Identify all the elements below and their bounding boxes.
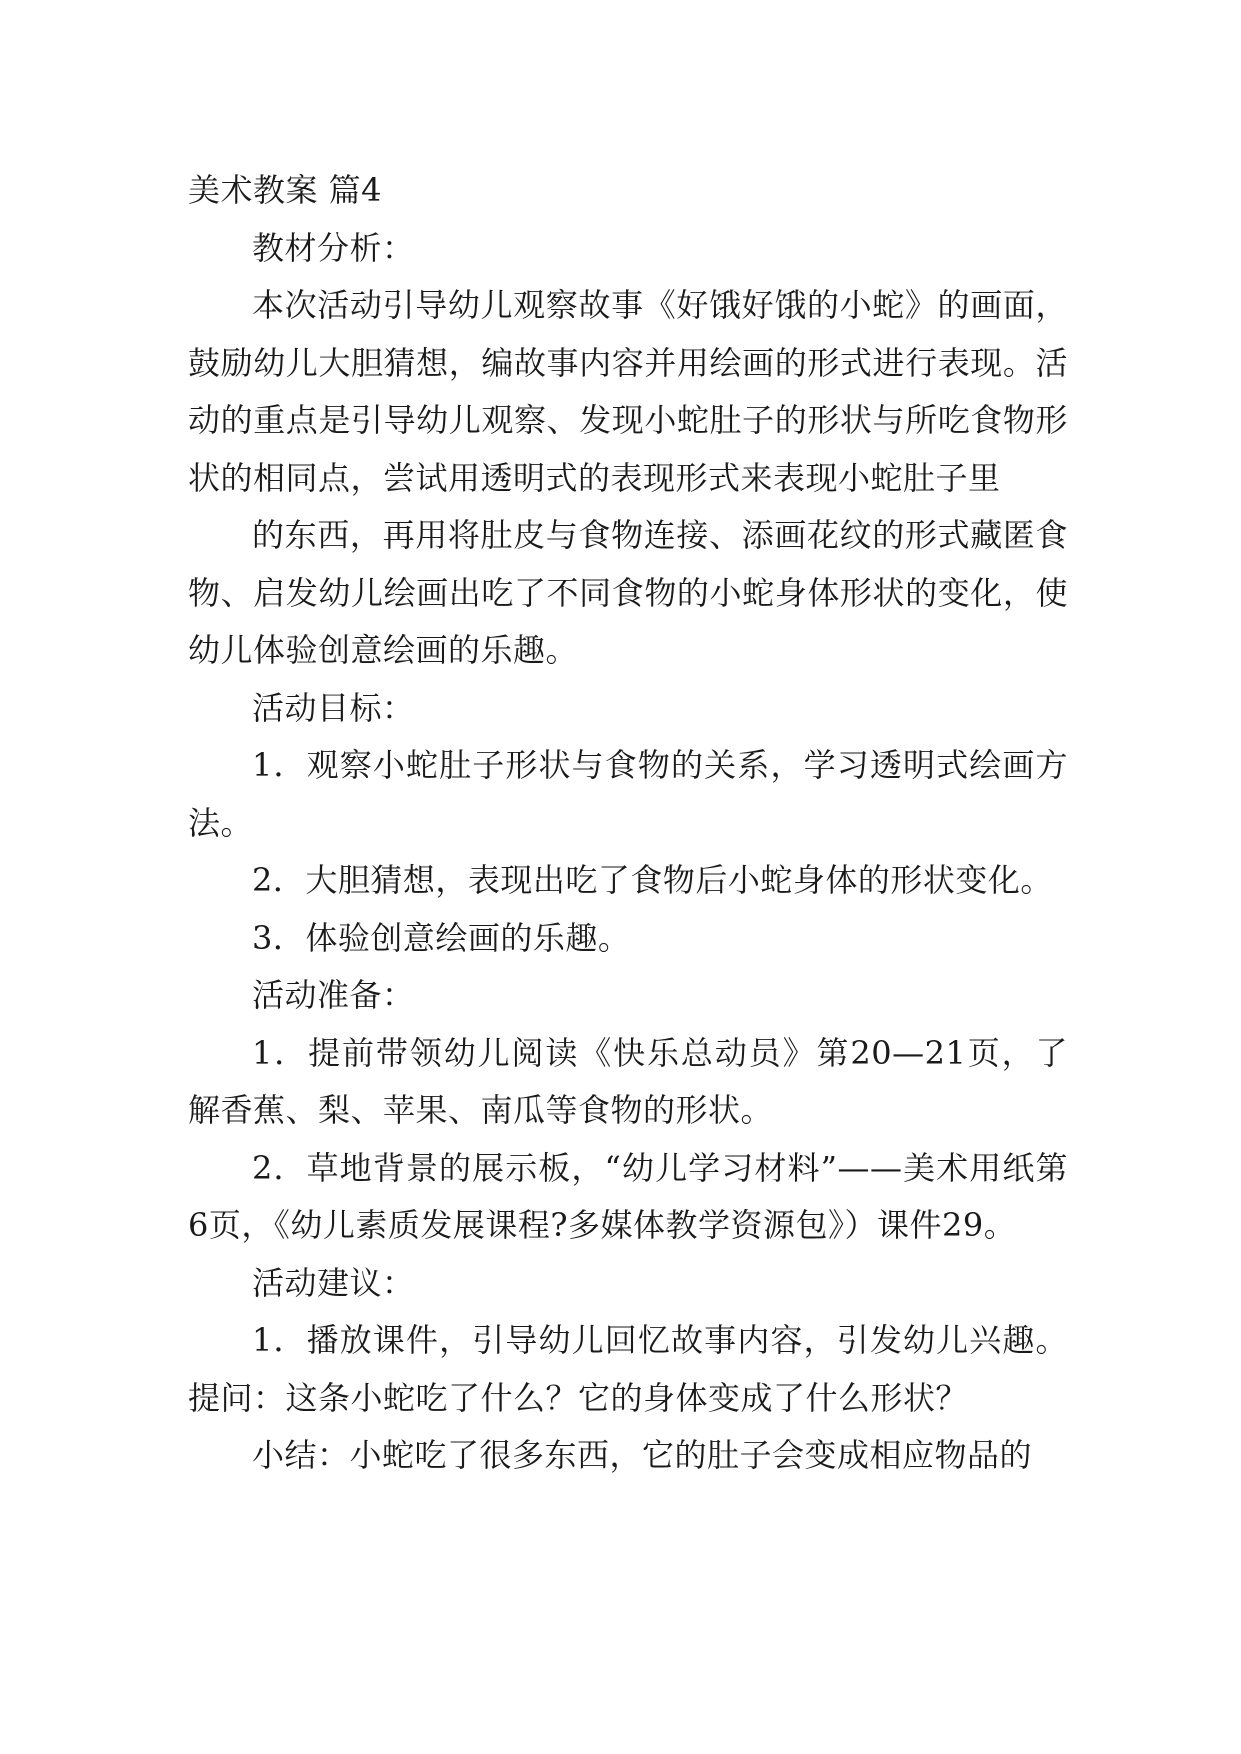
prep-item-1: 1．提前带领幼儿阅读《快乐总动员》第20—21页，了解香蕉、梨、苹果、南瓜等食物的形状。 <box>188 1033 1068 1129</box>
analysis-paragraph-2: 的东西，再用将肚皮与食物连接、添画花纹的形式藏匿食物、启发幼儿绘画出吃了不同食物的小蛇身体形状的变化，使幼儿体验创意绘画的乐趣。 <box>188 516 1068 669</box>
section-heading-preparation: 活动准备： <box>252 976 415 1014</box>
document-body <box>188 162 1068 1485</box>
goal-item-1: 1．观察小蛇肚子形状与食物的关系，学习透明式绘画方法。 <box>188 746 1068 842</box>
prep-item-2: 2．草地背景的展示板，“幼儿学习材料”——美术用纸第6页，《幼儿素质发展课程?多媒体教学资源包》）课件29。 <box>188 1148 1068 1244</box>
goal-item-2: 2．大胆猜想，表现出吃了食物后小蛇身体的形状变化。 <box>252 861 1053 899</box>
section-heading-goals: 活动目标： <box>252 688 415 727</box>
section-heading-analysis: 教材分析： <box>252 228 415 267</box>
section-heading-suggestions: 活动建议： <box>252 1263 415 1302</box>
suggestion-item-1: 1．播放课件，引导幼儿回忆故事内容，引发幼儿兴趣。提问：这条小蛇吃了什么？它的身体变成了什么形状？ <box>188 1321 1068 1417</box>
analysis-paragraph-1: 本次活动引导幼儿观察故事《好饿好饿的小蛇》的画面，鼓励幼儿大胆猜想，编故事内容并用绘画的形式进行表现。活动的重点是引导幼儿观察、发现小蛇肚子的形状与所吃食物形状的相同点，尝试用透明式的表现形式来表现小蛇肚子里 <box>188 286 1068 497</box>
summary-paragraph: 小结：小蛇吃了很多东西，它的肚子会变成相应物品的 <box>252 1436 1033 1474</box>
goal-item-3: 3．体验创意绘画的乐趣。 <box>252 918 631 957</box>
document-title: 美术教案 篇4 <box>188 171 383 209</box>
